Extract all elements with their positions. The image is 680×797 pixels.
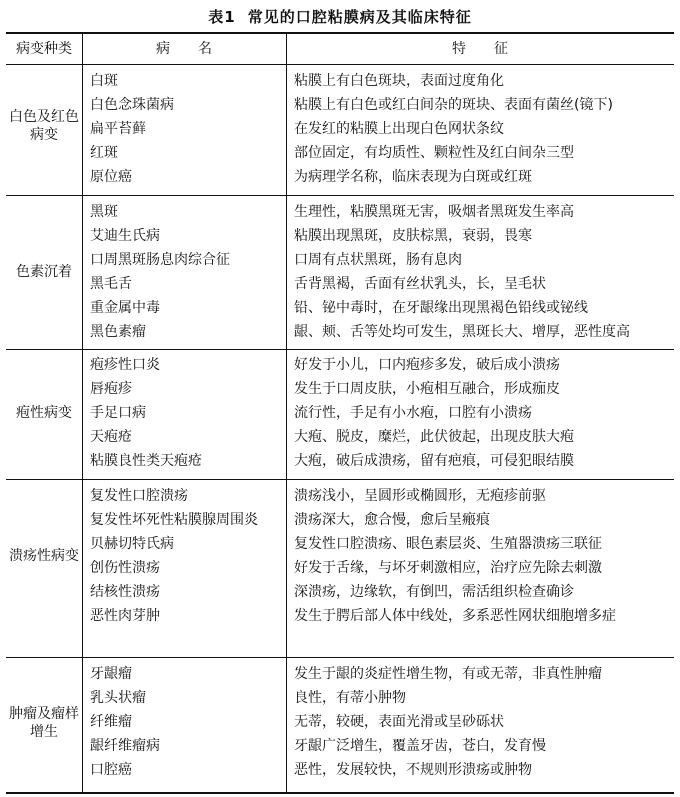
group-pigmentation [6,195,674,350]
disease-feature: 在发红的粘膜上出现白色网状条纹 [294,121,504,137]
disease-feature: 流行性，手足有小水疱，口腔有小溃疡 [294,405,532,421]
disease-name: 粘膜良性类天疱疮 [90,453,202,469]
disease-feature: 部位固定，有均质性、颗粒性及红白间杂三型 [294,145,574,161]
category-label: 色素沉着 [16,264,72,280]
table-row [6,401,674,425]
group-white-red-lesions [6,64,674,196]
disease-name: 复发性坏死性粘膜腺周围炎 [90,512,258,528]
table-title [0,6,680,27]
disease-feature: 无蒂，较硬，表面光滑或呈砂砾状 [294,714,504,730]
table-row [6,69,674,93]
table-row [6,224,674,248]
header-name: 病 名 [156,41,212,57]
disease-feature: 发生于腭后部人体中线处，多系恶性网状细胞增多症 [294,608,616,624]
disease-feature: 溃疡浅小，呈圆形或椭圆形，无疱疹前驱 [294,488,546,504]
disease-feature: 深溃疡，边缘软，有倒凹，需活组织检查确诊 [294,584,574,600]
disease-name: 牙龈瘤 [90,666,132,682]
disease-feature: 好发于小儿，口内疱疹多发，破后成小溃疡 [294,357,560,373]
disease-feature: 复发性口腔溃疡、眼色素层炎、生殖器溃疡三联征 [294,536,602,552]
table-row [6,508,674,532]
disease-name: 重金属中毒 [90,300,160,316]
disease-feature: 恶性，发展较快，不规则形溃疡或肿物 [294,762,532,778]
disease-feature: 龈、颊、舌等处均可发生，黑斑长大、增厚，恶性度高 [294,324,630,340]
disease-name: 结核性溃疡 [90,584,160,600]
table-row [6,296,674,320]
header-feature: 特 征 [452,41,508,57]
table-row [6,425,674,449]
disease-name: 手足口病 [90,405,146,421]
disease-feature: 粘膜出现黑斑，皮肤棕黑，衰弱，畏寒 [294,228,532,244]
table-row [6,484,674,508]
group-ulcerative-lesions [6,479,674,658]
disease-name: 扁平苔藓 [90,121,146,137]
table-row [6,272,674,296]
disease-feature: 大疱、脱皮，糜烂，此伏彼起，出现皮肤大疱 [294,429,574,445]
disease-name: 口腔癌 [90,762,132,778]
table-row [6,532,674,556]
disease-feature: 生理性，粘膜黑斑无害，吸烟者黑斑发生率高 [294,204,574,220]
group-bullous-lesions [6,349,674,480]
table-row [6,662,674,686]
table-row [6,200,674,224]
disease-name: 唇疱疹 [90,381,132,397]
disease-name: 原位癌 [90,169,132,185]
table-row [6,734,674,758]
disease-name: 艾迪生氏病 [90,228,160,244]
disease-name: 黑色素瘤 [90,324,146,340]
disease-name: 黑毛舌 [90,276,132,292]
disease-name: 口周黑斑肠息肉综合征 [90,252,230,268]
disease-name: 恶性肉芽肿 [90,608,160,624]
table-row [6,449,674,473]
disease-feature: 牙龈广泛增生，覆盖牙齿，苍白，发育慢 [294,738,546,754]
disease-name: 纤维瘤 [90,714,132,730]
disease-name: 乳头状瘤 [90,690,146,706]
table-row [6,604,674,652]
disease-feature: 好发于舌缘，与坏牙刺激相应，治疗应先除去刺激 [294,560,602,576]
disease-feature: 舌背黑褐，舌面有丝状乳头，长，呈毛状 [294,276,546,292]
table-row [6,758,674,782]
disease-name: 贝赫切特氏病 [90,536,174,552]
category-label: 溃疡性病变 [9,548,79,564]
disease-name: 白色念珠菌病 [90,97,174,113]
disease-name: 白斑 [90,73,118,89]
disease-feature: 粘膜上有白色或红白间杂的斑块、表面有菌丝(镜下) [294,97,613,113]
table-row [6,320,674,344]
table-row [6,117,674,141]
disease-feature: 为病理学名称，临床表现为白斑或红斑 [294,169,532,185]
table-row [6,580,674,604]
disease-table [6,32,674,794]
table-caption: 常见的口腔粘膜病及其临床特征 [247,8,472,26]
disease-feature: 发生于口周皮肤，小疱相互融合，形成痂皮 [294,381,560,397]
table-row [6,248,674,272]
category-label: 白色及红色病变 [9,109,79,143]
table-row [6,710,674,734]
table-row [6,556,674,580]
table-row [6,141,674,165]
disease-name: 复发性口腔溃疡 [90,488,188,504]
table-row [6,93,674,117]
disease-name: 天疱疮 [90,429,132,445]
disease-feature: 粘膜上有白色斑块，表面过度角化 [294,73,504,89]
table-row [6,353,674,377]
table-row [6,165,674,189]
group-tumor-lesions [6,657,674,792]
disease-name: 黑斑 [90,204,118,220]
disease-feature: 发生于龈的炎症性增生物，有或无蒂，非真性肿瘤 [294,666,602,682]
disease-name: 红斑 [90,145,118,161]
category-label: 肿瘤及瘤样增生 [9,706,79,740]
table-header [6,34,674,65]
table-number: 表1 [208,8,236,26]
disease-feature: 铅、铋中毒时，在牙龈缘出现黑褐色铅线或铋线 [294,300,588,316]
disease-name: 龈纤维瘤病 [90,738,160,754]
table-row [6,377,674,401]
disease-feature: 大疱，破后成溃疡，留有疤痕，可侵犯眼结膜 [294,453,574,469]
category-label: 疱性病变 [16,405,72,421]
disease-feature: 溃疡深大，愈合慢，愈后呈瘢痕 [294,512,490,528]
disease-feature: 良性，有蒂小肿物 [294,690,406,706]
table-row [6,686,674,710]
disease-name: 疱疹性口炎 [90,357,160,373]
header-category: 病变种类 [16,41,72,57]
disease-name: 创伤性溃疡 [90,560,160,576]
disease-feature: 口周有点状黑斑，肠有息肉 [294,252,462,268]
